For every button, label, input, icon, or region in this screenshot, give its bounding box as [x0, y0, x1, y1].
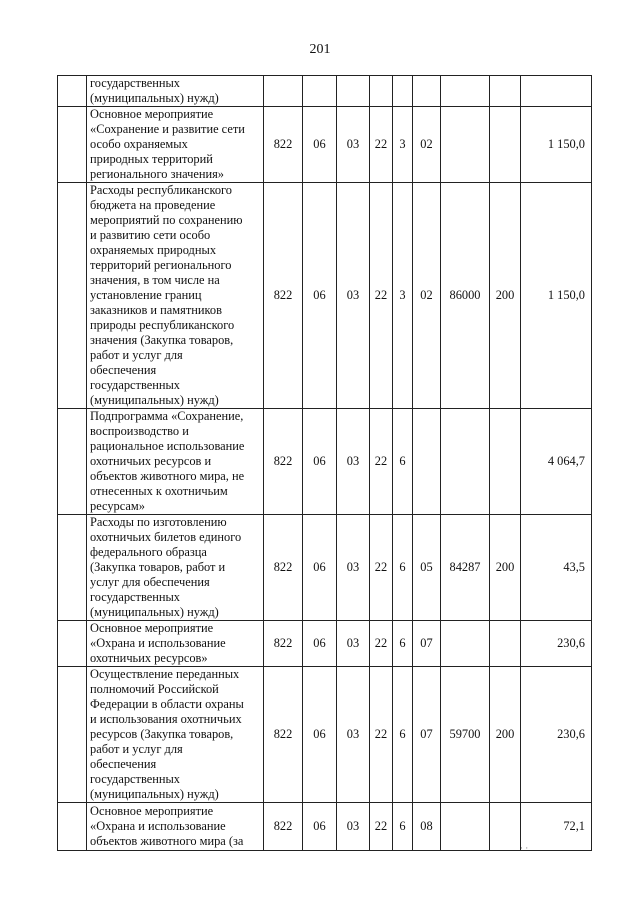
grbs-code-cell: 822 [264, 621, 303, 667]
section-code-cell: 06 [303, 621, 337, 667]
item-name-cell: государственных (муниципальных) нужд) [87, 76, 264, 107]
subsection-code-cell: 03 [337, 107, 370, 183]
item-name-cell: Основное мероприятие «Охрана и использование охотничьих ресурсов» [87, 621, 264, 667]
program-code-cell: 22 [370, 515, 393, 621]
subprogram-code-cell: 6 [393, 409, 413, 515]
event-code-cell: 08 [413, 803, 441, 851]
direction-code-cell [441, 107, 490, 183]
row-index-cell [58, 183, 87, 409]
item-name-cell: Расходы по изготовлению охотничьих билетов единого федерального образца (Закупка товаров, работ и услуг для обеспечения государственных (муниципальных) нужд) [87, 515, 264, 621]
subprogram-code-cell [393, 76, 413, 107]
subsection-code-cell: 03 [337, 409, 370, 515]
section-code-cell: 06 [303, 409, 337, 515]
subprogram-code-cell: 6 [393, 667, 413, 803]
subprogram-code-cell: 3 [393, 107, 413, 183]
amount-cell: 72,1 [521, 803, 592, 851]
amount-cell: 230,6 [521, 667, 592, 803]
section-code-cell: 06 [303, 515, 337, 621]
subsection-code-cell: 03 [337, 183, 370, 409]
table-row [58, 183, 592, 409]
expense-type-cell [490, 409, 521, 515]
amount-cell: 1 150,0 [521, 183, 592, 409]
event-code-cell: 07 [413, 667, 441, 803]
subsection-code-cell: 03 [337, 621, 370, 667]
grbs-code-cell: 822 [264, 515, 303, 621]
row-index-cell [58, 515, 87, 621]
grbs-code-cell: 822 [264, 183, 303, 409]
table-row [58, 803, 592, 851]
amount-cell: 4 064,7 [521, 409, 592, 515]
row-index-cell [58, 621, 87, 667]
event-code-cell: 02 [413, 107, 441, 183]
expense-type-cell [490, 76, 521, 107]
budget-table [57, 75, 592, 851]
subprogram-code-cell: 6 [393, 621, 413, 667]
program-code-cell: 22 [370, 183, 393, 409]
table-row [58, 515, 592, 621]
item-name-cell: Осуществление переданных полномочий Российской Федерации в области охраны и использования охотничьих ресурсов (Закупка товаров, работ и услуг для обеспечения государственных (муниципальных) нужд) [87, 667, 264, 803]
subprogram-code-cell: 6 [393, 803, 413, 851]
event-code-cell: 05 [413, 515, 441, 621]
expense-type-cell: 200 [490, 515, 521, 621]
item-name-cell: Подпрограмма «Сохранение, воспроизводство и рациональное использование охотничьих ресурсов и объектов животного мира, не отнесенных к охотничьим ресурсам» [87, 409, 264, 515]
item-name-cell: Расходы республиканского бюджета на проведение мероприятий по сохранению и развитию сети особо охраняемых природных территорий регионального значения, в том числе на установление границ заказников и памятников природы республиканского значения (Закупка товаров, работ и услуг для обеспечения государственных (муниципальных) нужд) [87, 183, 264, 409]
subsection-code-cell: 03 [337, 803, 370, 851]
grbs-code-cell: 822 [264, 803, 303, 851]
grbs-code-cell: 822 [264, 409, 303, 515]
table-row [58, 76, 592, 107]
program-code-cell: 22 [370, 621, 393, 667]
direction-code-cell: 59700 [441, 667, 490, 803]
row-index-cell [58, 409, 87, 515]
expense-type-cell [490, 107, 521, 183]
grbs-code-cell [264, 76, 303, 107]
section-code-cell: 06 [303, 803, 337, 851]
row-index-cell [58, 803, 87, 851]
page-number: 201 [309, 42, 331, 57]
program-code-cell: 22 [370, 667, 393, 803]
subprogram-code-cell: 3 [393, 183, 413, 409]
direction-code-cell [441, 76, 490, 107]
row-index-cell [58, 667, 87, 803]
event-code-cell: 07 [413, 621, 441, 667]
table-row [58, 107, 592, 183]
event-code-cell [413, 409, 441, 515]
row-index-cell [58, 76, 87, 107]
direction-code-cell [441, 409, 490, 515]
table-row [58, 409, 592, 515]
expense-type-cell: 200 [490, 667, 521, 803]
section-code-cell: 06 [303, 107, 337, 183]
direction-code-cell: 84287 [441, 515, 490, 621]
expense-type-cell [490, 621, 521, 667]
direction-code-cell [441, 803, 490, 851]
grbs-code-cell: 822 [264, 667, 303, 803]
expense-type-cell: 200 [490, 183, 521, 409]
item-name-cell: Основное мероприятие «Охрана и использование объектов животного мира (за [87, 803, 264, 851]
table-row [58, 621, 592, 667]
amount-cell: 230,6 [521, 621, 592, 667]
section-code-cell: 06 [303, 667, 337, 803]
subsection-code-cell [337, 76, 370, 107]
scan-mark: · · [520, 843, 529, 853]
event-code-cell: 02 [413, 183, 441, 409]
amount-cell: 43,5 [521, 515, 592, 621]
subsection-code-cell: 03 [337, 515, 370, 621]
direction-code-cell: 86000 [441, 183, 490, 409]
item-name-cell: Основное мероприятие «Сохранение и развитие сети особо охраняемых природных территорий регионального значения» [87, 107, 264, 183]
subsection-code-cell: 03 [337, 667, 370, 803]
amount-cell [521, 76, 592, 107]
subprogram-code-cell: 6 [393, 515, 413, 621]
event-code-cell [413, 76, 441, 107]
table-row [58, 667, 592, 803]
expense-type-cell [490, 803, 521, 851]
grbs-code-cell: 822 [264, 107, 303, 183]
program-code-cell: 22 [370, 803, 393, 851]
amount-cell: 1 150,0 [521, 107, 592, 183]
program-code-cell: 22 [370, 409, 393, 515]
row-index-cell [58, 107, 87, 183]
program-code-cell [370, 76, 393, 107]
section-code-cell [303, 76, 337, 107]
section-code-cell: 06 [303, 183, 337, 409]
program-code-cell: 22 [370, 107, 393, 183]
direction-code-cell [441, 621, 490, 667]
